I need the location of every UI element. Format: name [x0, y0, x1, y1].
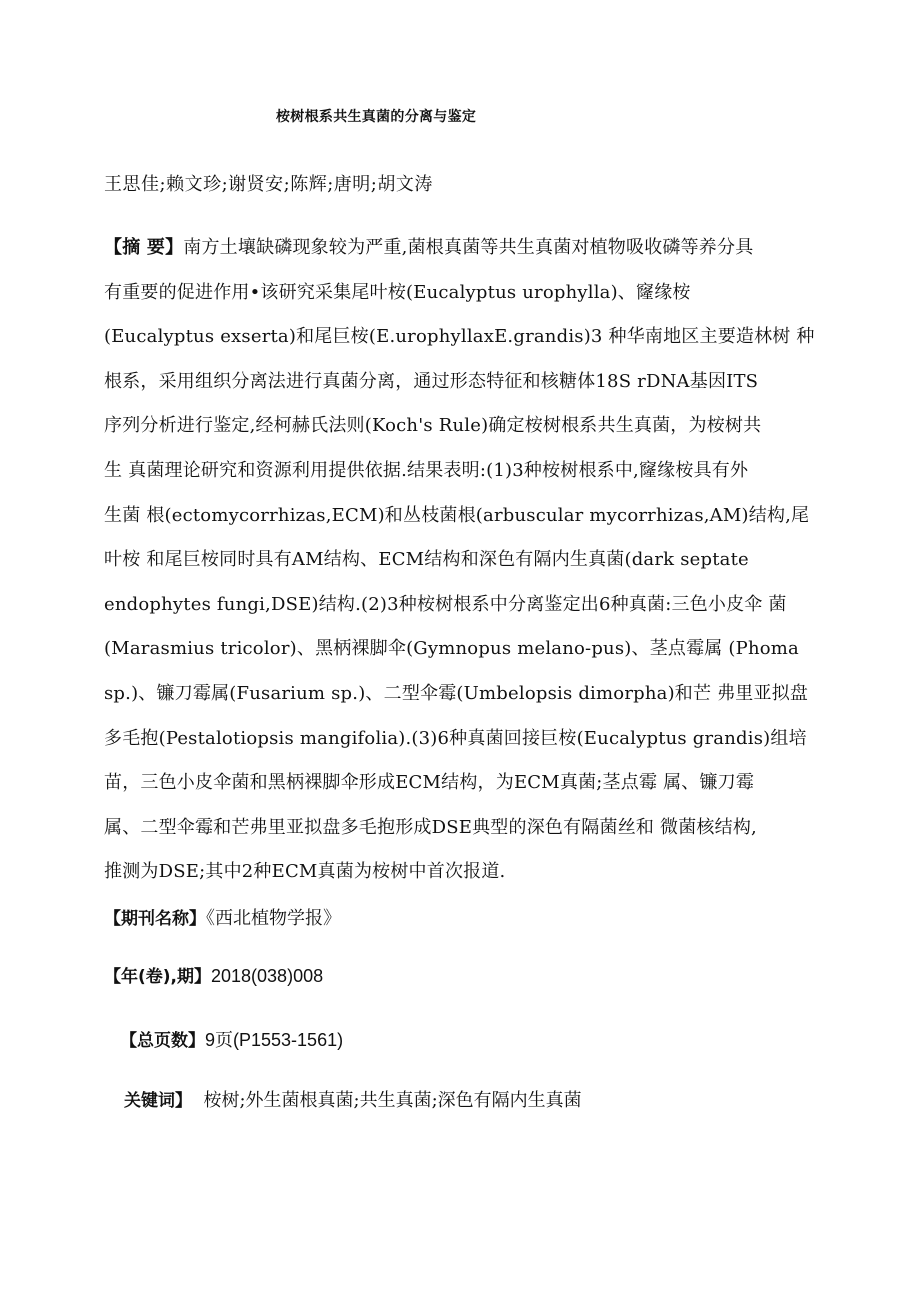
keywords-value: 桉树;外生菌根真菌;共生真菌;深色有隔内生真菌 [203, 1090, 582, 1111]
pages-value: 9页(P1553-1561) [205, 1030, 344, 1050]
abstract-text: 南方土壤缺磷现象较为严重,菌根真菌等共生真菌对植物吸收磷等养分具 [183, 237, 754, 258]
abstract-line [104, 226, 824, 271]
abstract-line: (Eucalyptus exserta)和尾巨桉(E.urophyllaxE.grandis)3 种华南地区主要造林树 种 [104, 326, 815, 348]
year-issue-label: 【年(卷),期】 [104, 967, 211, 987]
abstract-line: 生 真菌理论研究和资源利用提供依据.结果表明:(1)3种桉树根系中,窿缘桉具有外 [104, 459, 749, 481]
pages-label: 【总页数】 [120, 1031, 205, 1051]
abstract-line: (Marasmius tricolor)、黑柄裸脚伞(Gymnopus melano-pus)、茎点霉属 (Phoma [104, 638, 799, 660]
abstract-line: 根系，采用组织分离法进行真菌分离，通过形态特征和核糖体18S rDNA基因ITS [104, 370, 759, 392]
author-list: 王思佳;赖文珍;谢贤安;陈辉;唐明;胡文涛 [104, 174, 433, 195]
abstract-line: 苗，三色小皮伞菌和黑柄裸脚伞形成ECM结构，为ECM真菌;茎点霉 属、镰刀霉 [104, 772, 755, 794]
abstract-line: 序列分析进行鉴定,经柯赫氏法则(Koch's Rule)确定桉树根系共生真菌，为桉树共 [104, 415, 762, 437]
journal-label: 【期刊名称】 [104, 909, 206, 929]
year-issue-value: 2018(038)008 [211, 966, 324, 986]
abstract-line: 叶桉 和尾巨桉同时具有AM结构、ECM结构和深色有隔内生真菌(dark septate [104, 549, 749, 571]
abstract-line: 多毛抱(Pestalotiopsis mangifolia).(3)6种真菌回接巨桉(Eucalyptus grandis)组培 [104, 727, 807, 749]
year-issue-row [104, 962, 323, 987]
abstract-line: 有重要的促进作用•该研究采集尾叶桉(Eucalyptus urophylla)、窿缘桉 [104, 281, 691, 303]
abstract-label: 【摘 要】 [104, 237, 184, 258]
journal-row [104, 904, 341, 930]
abstract-line: endophytes fungi,DSE)结构.(2)3种桉树根系中分离鉴定出6种真菌:三色小皮伞 菌 [104, 593, 787, 615]
abstract-line: 属、二型伞霉和芒弗里亚拟盘多毛抱形成DSE典型的深色有隔菌丝和 微菌核结构, [104, 816, 757, 838]
abstract-block [104, 226, 824, 895]
keywords-row [124, 1086, 582, 1112]
abstract-line: 生菌 根(ectomycorrhizas,ECM)和丛枝菌根(arbuscular mycorrhizas,AM)结构,尾 [104, 504, 810, 526]
abstract-line: 推测为DSE;其中2种ECM真菌为桉树中首次报道. [104, 861, 506, 883]
journal-value: 《西北植物学报》 [206, 908, 341, 929]
pages-row [120, 1026, 343, 1052]
abstract-line: sp.)、镰刀霉属(Fusarium sp.)、二型伞霉(Umbelopsis dimorpha)和芒 弗里亚拟盘 [104, 682, 809, 704]
keywords-label: 关键词】 [124, 1091, 192, 1111]
paper-title: 桉树根系共生真菌的分离与鉴定 [276, 109, 477, 125]
